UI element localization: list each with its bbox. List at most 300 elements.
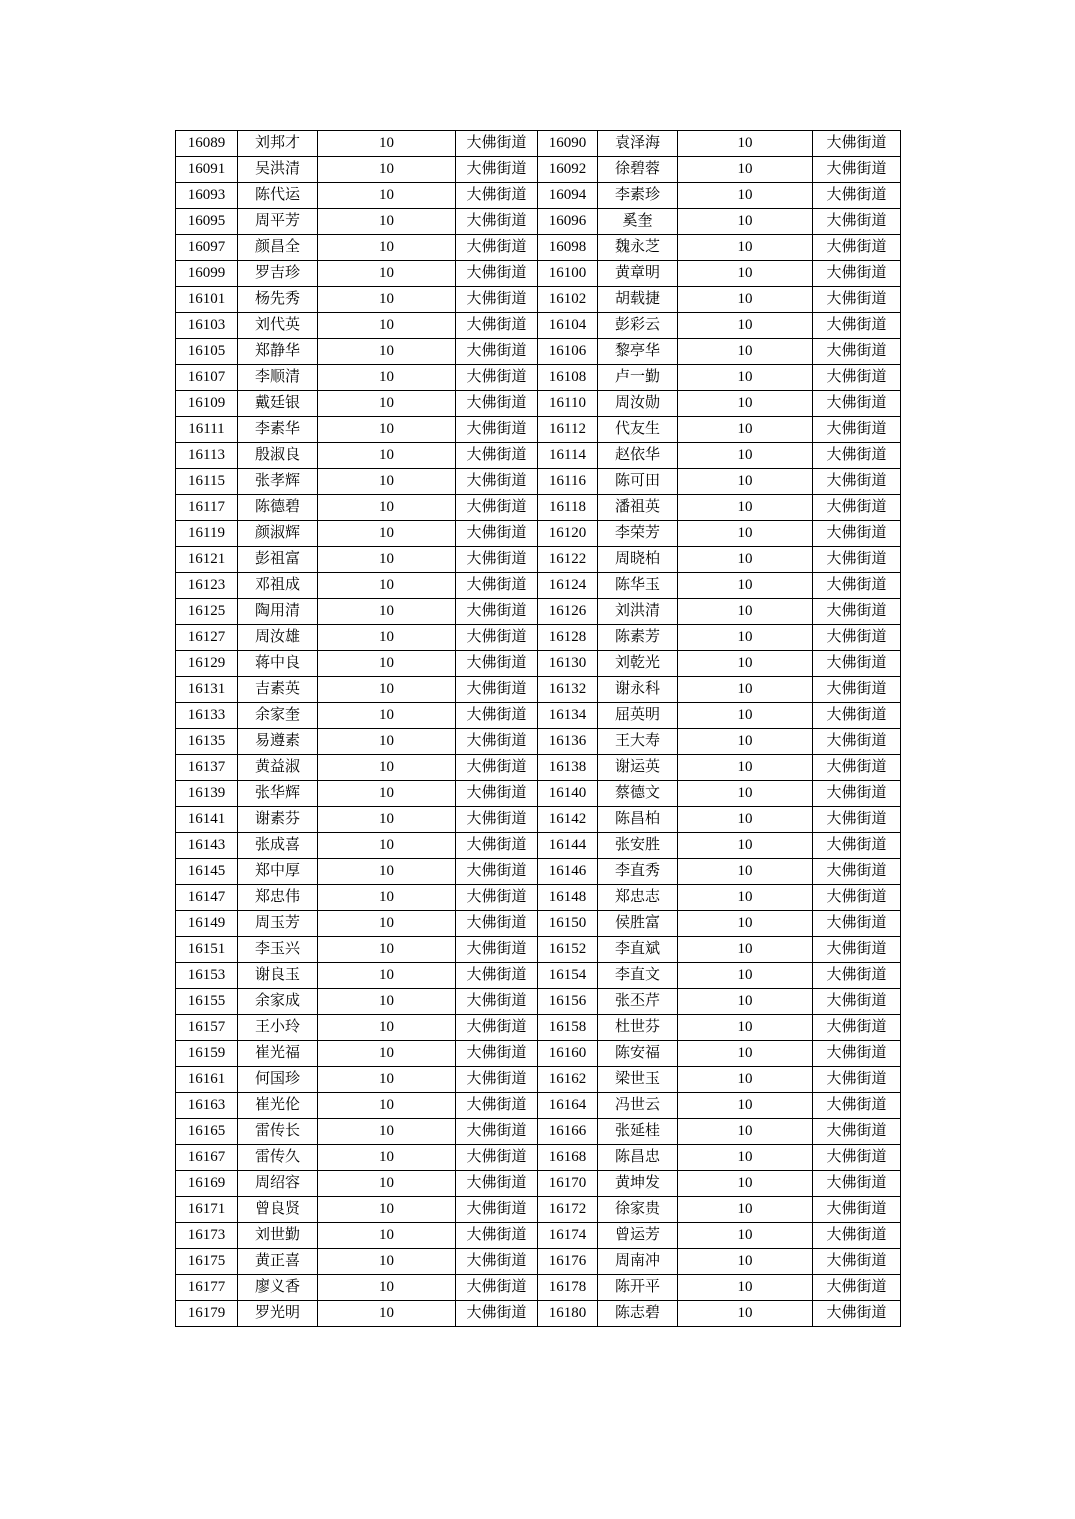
table-cell-street-left: 大佛街道 (456, 157, 538, 183)
table-cell-serial-right: 16128 (538, 625, 598, 651)
table-cell-street-right: 大佛街道 (813, 1015, 901, 1041)
table-cell-score-left: 10 (318, 339, 456, 365)
table-cell-name-right: 谢运英 (598, 755, 678, 781)
table-cell-name-left: 郑中厚 (238, 859, 318, 885)
table-cell-street-right: 大佛街道 (813, 1041, 901, 1067)
table-cell-serial-right: 16096 (538, 209, 598, 235)
table-cell-serial-right: 16158 (538, 1015, 598, 1041)
table-cell-serial-right: 16174 (538, 1223, 598, 1249)
table-cell-score-left: 10 (318, 1223, 456, 1249)
table-cell-serial-left: 16131 (176, 677, 238, 703)
table-cell-street-left: 大佛街道 (456, 1015, 538, 1041)
table-cell-serial-right: 16092 (538, 157, 598, 183)
table-cell-score-right: 10 (678, 729, 813, 755)
table-cell-name-left: 殷淑良 (238, 443, 318, 469)
table-cell-name-left: 雷传长 (238, 1119, 318, 1145)
table-cell-serial-left: 16147 (176, 885, 238, 911)
table-cell-name-right: 周汝勋 (598, 391, 678, 417)
table-cell-serial-right: 16114 (538, 443, 598, 469)
table-cell-street-right: 大佛街道 (813, 781, 901, 807)
table-cell-name-left: 邓祖成 (238, 573, 318, 599)
table-cell-name-right: 王大寿 (598, 729, 678, 755)
table-cell-score-right: 10 (678, 417, 813, 443)
table-cell-name-right: 李直文 (598, 963, 678, 989)
table-cell-serial-right: 16156 (538, 989, 598, 1015)
table-cell-name-right: 刘乾光 (598, 651, 678, 677)
table-cell-street-left: 大佛街道 (456, 963, 538, 989)
table-cell-street-left: 大佛街道 (456, 261, 538, 287)
table-row (176, 859, 901, 885)
table-cell-serial-left: 16117 (176, 495, 238, 521)
table-cell-score-right: 10 (678, 183, 813, 209)
table-cell-score-left: 10 (318, 677, 456, 703)
table-row (176, 391, 901, 417)
table-cell-score-left: 10 (318, 443, 456, 469)
table-row (176, 469, 901, 495)
table-row (176, 807, 901, 833)
table-cell-serial-right: 16134 (538, 703, 598, 729)
table-cell-street-left: 大佛街道 (456, 1093, 538, 1119)
table-cell-serial-left: 16127 (176, 625, 238, 651)
table-row (176, 261, 901, 287)
table-cell-name-left: 吉素英 (238, 677, 318, 703)
table-cell-name-right: 陈可田 (598, 469, 678, 495)
table-cell-score-right: 10 (678, 1041, 813, 1067)
table-cell-score-right: 10 (678, 1015, 813, 1041)
table-cell-street-right: 大佛街道 (813, 521, 901, 547)
table-cell-street-left: 大佛街道 (456, 1223, 538, 1249)
table-row (176, 781, 901, 807)
table-cell-street-left: 大佛街道 (456, 209, 538, 235)
table-cell-score-left: 10 (318, 729, 456, 755)
table-cell-name-left: 崔光伦 (238, 1093, 318, 1119)
table-cell-score-left: 10 (318, 469, 456, 495)
table-cell-name-left: 罗光明 (238, 1301, 318, 1327)
table-cell-score-right: 10 (678, 1249, 813, 1275)
table-row (176, 313, 901, 339)
table-cell-street-right: 大佛街道 (813, 755, 901, 781)
table-row (176, 963, 901, 989)
table-cell-street-left: 大佛街道 (456, 1197, 538, 1223)
table-cell-street-left: 大佛街道 (456, 495, 538, 521)
table-cell-street-left: 大佛街道 (456, 885, 538, 911)
table-cell-street-right: 大佛街道 (813, 1067, 901, 1093)
table-cell-name-right: 黄坤发 (598, 1171, 678, 1197)
table-cell-street-right: 大佛街道 (813, 131, 901, 157)
table-cell-score-right: 10 (678, 651, 813, 677)
table-row (176, 833, 901, 859)
table-cell-score-left: 10 (318, 703, 456, 729)
table-cell-street-right: 大佛街道 (813, 417, 901, 443)
table-cell-score-left: 10 (318, 157, 456, 183)
table-cell-street-right: 大佛街道 (813, 833, 901, 859)
table-cell-name-left: 罗吉珍 (238, 261, 318, 287)
table-cell-name-right: 魏永芝 (598, 235, 678, 261)
table-cell-score-right: 10 (678, 521, 813, 547)
table-cell-street-right: 大佛街道 (813, 573, 901, 599)
table-cell-name-right: 代友生 (598, 417, 678, 443)
table-row (176, 885, 901, 911)
table-cell-name-left: 曾良贤 (238, 1197, 318, 1223)
table-cell-street-left: 大佛街道 (456, 417, 538, 443)
table-cell-score-left: 10 (318, 573, 456, 599)
table-cell-street-right: 大佛街道 (813, 287, 901, 313)
table-cell-street-left: 大佛街道 (456, 1145, 538, 1171)
table-cell-name-right: 张延桂 (598, 1119, 678, 1145)
table-cell-score-left: 10 (318, 625, 456, 651)
table-cell-street-right: 大佛街道 (813, 651, 901, 677)
table-cell-score-right: 10 (678, 833, 813, 859)
table-cell-name-right: 李直斌 (598, 937, 678, 963)
table-cell-name-right: 周南冲 (598, 1249, 678, 1275)
table-cell-serial-left: 16141 (176, 807, 238, 833)
table-row (176, 1301, 901, 1327)
table-cell-score-right: 10 (678, 261, 813, 287)
table-cell-score-left: 10 (318, 1093, 456, 1119)
table-cell-name-right: 屈英明 (598, 703, 678, 729)
table-cell-serial-left: 16123 (176, 573, 238, 599)
table-cell-street-right: 大佛街道 (813, 183, 901, 209)
table-cell-serial-left: 16125 (176, 599, 238, 625)
table-cell-street-left: 大佛街道 (456, 1275, 538, 1301)
table-cell-score-left: 10 (318, 755, 456, 781)
table-cell-score-left: 10 (318, 183, 456, 209)
table-cell-street-right: 大佛街道 (813, 859, 901, 885)
table-cell-serial-left: 16167 (176, 1145, 238, 1171)
table-cell-name-left: 陶用清 (238, 599, 318, 625)
table-cell-name-right: 周晓柏 (598, 547, 678, 573)
table-row (176, 235, 901, 261)
table-cell-serial-left: 16179 (176, 1301, 238, 1327)
table-cell-street-right: 大佛街道 (813, 703, 901, 729)
table-cell-score-left: 10 (318, 1275, 456, 1301)
table-cell-score-right: 10 (678, 547, 813, 573)
table-cell-serial-left: 16107 (176, 365, 238, 391)
table-cell-serial-right: 16132 (538, 677, 598, 703)
table-cell-serial-right: 16154 (538, 963, 598, 989)
table-row (176, 729, 901, 755)
table-cell-score-left: 10 (318, 1301, 456, 1327)
table-cell-name-left: 黄益淑 (238, 755, 318, 781)
table-cell-serial-right: 16118 (538, 495, 598, 521)
table-cell-street-left: 大佛街道 (456, 365, 538, 391)
table-cell-score-right: 10 (678, 885, 813, 911)
table-cell-name-right: 陈开平 (598, 1275, 678, 1301)
table-cell-serial-right: 16116 (538, 469, 598, 495)
table-cell-score-right: 10 (678, 365, 813, 391)
table-row (176, 989, 901, 1015)
table-cell-name-left: 谢素芬 (238, 807, 318, 833)
table-row (176, 625, 901, 651)
table-cell-street-right: 大佛街道 (813, 911, 901, 937)
table-cell-score-right: 10 (678, 989, 813, 1015)
table-cell-name-left: 易遵素 (238, 729, 318, 755)
table-cell-street-right: 大佛街道 (813, 677, 901, 703)
table-row (176, 131, 901, 157)
table-cell-name-right: 梁世玉 (598, 1067, 678, 1093)
table-cell-score-right: 10 (678, 495, 813, 521)
table-cell-street-right: 大佛街道 (813, 391, 901, 417)
table-cell-serial-left: 16097 (176, 235, 238, 261)
table-cell-name-left: 戴廷银 (238, 391, 318, 417)
table-cell-name-right: 陈志碧 (598, 1301, 678, 1327)
table-cell-street-left: 大佛街道 (456, 443, 538, 469)
table-cell-serial-left: 16175 (176, 1249, 238, 1275)
table-cell-name-right: 奚奎 (598, 209, 678, 235)
table-cell-serial-left: 16133 (176, 703, 238, 729)
table-cell-street-left: 大佛街道 (456, 131, 538, 157)
table-cell-name-right: 张安胜 (598, 833, 678, 859)
table-cell-score-right: 10 (678, 1301, 813, 1327)
table-cell-street-right: 大佛街道 (813, 1119, 901, 1145)
table-cell-name-left: 余家成 (238, 989, 318, 1015)
table-cell-name-right: 谢永科 (598, 677, 678, 703)
table-cell-name-right: 赵依华 (598, 443, 678, 469)
table-cell-name-right: 李荣芳 (598, 521, 678, 547)
table-cell-name-right: 陈昌柏 (598, 807, 678, 833)
table-row (176, 1145, 901, 1171)
table-cell-name-left: 陈代运 (238, 183, 318, 209)
table-row (176, 521, 901, 547)
table-cell-score-left: 10 (318, 1249, 456, 1275)
table-cell-street-left: 大佛街道 (456, 521, 538, 547)
table-cell-serial-left: 16119 (176, 521, 238, 547)
table-cell-street-left: 大佛街道 (456, 469, 538, 495)
table-row (176, 1041, 901, 1067)
table-row (176, 703, 901, 729)
table-cell-street-left: 大佛街道 (456, 313, 538, 339)
table-cell-name-left: 黄正喜 (238, 1249, 318, 1275)
table-cell-street-left: 大佛街道 (456, 1067, 538, 1093)
table-cell-score-left: 10 (318, 937, 456, 963)
table-cell-street-left: 大佛街道 (456, 599, 538, 625)
table-cell-street-left: 大佛街道 (456, 989, 538, 1015)
table-cell-serial-left: 16099 (176, 261, 238, 287)
table-cell-street-left: 大佛街道 (456, 937, 538, 963)
table-cell-street-right: 大佛街道 (813, 1145, 901, 1171)
table-cell-street-left: 大佛街道 (456, 651, 538, 677)
table-cell-name-left: 何国珍 (238, 1067, 318, 1093)
table-cell-score-left: 10 (318, 651, 456, 677)
table-cell-street-right: 大佛街道 (813, 313, 901, 339)
table-cell-serial-right: 16124 (538, 573, 598, 599)
table-cell-street-right: 大佛街道 (813, 1275, 901, 1301)
table-cell-score-right: 10 (678, 1171, 813, 1197)
table-cell-name-right: 陈素芳 (598, 625, 678, 651)
table-cell-name-left: 崔光福 (238, 1041, 318, 1067)
table-cell-street-left: 大佛街道 (456, 859, 538, 885)
table-cell-name-left: 刘代英 (238, 313, 318, 339)
table-cell-score-left: 10 (318, 1119, 456, 1145)
table-cell-street-left: 大佛街道 (456, 287, 538, 313)
table-cell-score-right: 10 (678, 157, 813, 183)
table-row (176, 339, 901, 365)
table-cell-score-left: 10 (318, 209, 456, 235)
table-cell-score-right: 10 (678, 1197, 813, 1223)
table-cell-score-right: 10 (678, 677, 813, 703)
table-cell-serial-right: 16150 (538, 911, 598, 937)
table-row (176, 1223, 901, 1249)
table-row (176, 755, 901, 781)
table-cell-name-right: 徐碧蓉 (598, 157, 678, 183)
table-cell-street-left: 大佛街道 (456, 1119, 538, 1145)
table-cell-street-left: 大佛街道 (456, 781, 538, 807)
table-cell-name-left: 谢良玉 (238, 963, 318, 989)
table-cell-serial-right: 16110 (538, 391, 598, 417)
table-cell-name-right: 陈昌忠 (598, 1145, 678, 1171)
table-cell-score-right: 10 (678, 443, 813, 469)
table-cell-serial-left: 16095 (176, 209, 238, 235)
table-cell-street-right: 大佛街道 (813, 469, 901, 495)
table-cell-score-left: 10 (318, 1041, 456, 1067)
table-cell-serial-right: 16180 (538, 1301, 598, 1327)
table-cell-name-left: 雷传久 (238, 1145, 318, 1171)
table-cell-street-right: 大佛街道 (813, 885, 901, 911)
table-cell-name-right: 陈华玉 (598, 573, 678, 599)
table-row (176, 209, 901, 235)
table-cell-score-left: 10 (318, 807, 456, 833)
table-row (176, 1249, 901, 1275)
table-cell-serial-left: 16177 (176, 1275, 238, 1301)
table-cell-street-left: 大佛街道 (456, 677, 538, 703)
table-cell-serial-right: 16152 (538, 937, 598, 963)
table-row (176, 365, 901, 391)
table-row (176, 1015, 901, 1041)
table-cell-street-left: 大佛街道 (456, 573, 538, 599)
table-cell-serial-left: 16169 (176, 1171, 238, 1197)
table-cell-name-right: 侯胜富 (598, 911, 678, 937)
table-cell-name-left: 李素华 (238, 417, 318, 443)
table-cell-name-left: 周绍容 (238, 1171, 318, 1197)
table-cell-name-left: 吴洪清 (238, 157, 318, 183)
table-cell-serial-left: 16093 (176, 183, 238, 209)
table-row (176, 547, 901, 573)
table-cell-score-right: 10 (678, 1275, 813, 1301)
table-row (176, 937, 901, 963)
table-cell-score-left: 10 (318, 833, 456, 859)
table-cell-name-left: 郑静华 (238, 339, 318, 365)
table-cell-score-right: 10 (678, 781, 813, 807)
table-cell-score-left: 10 (318, 781, 456, 807)
table-cell-serial-left: 16137 (176, 755, 238, 781)
table-cell-serial-left: 16105 (176, 339, 238, 365)
table-cell-score-right: 10 (678, 963, 813, 989)
table-cell-street-right: 大佛街道 (813, 1249, 901, 1275)
table-cell-score-left: 10 (318, 313, 456, 339)
table-cell-serial-right: 16122 (538, 547, 598, 573)
table-cell-serial-right: 16140 (538, 781, 598, 807)
table-cell-street-right: 大佛街道 (813, 547, 901, 573)
table-cell-score-left: 10 (318, 521, 456, 547)
table-cell-serial-right: 16136 (538, 729, 598, 755)
table-cell-street-right: 大佛街道 (813, 1093, 901, 1119)
table-cell-score-right: 10 (678, 1067, 813, 1093)
table-cell-score-right: 10 (678, 1093, 813, 1119)
table-cell-street-left: 大佛街道 (456, 547, 538, 573)
table-cell-score-left: 10 (318, 547, 456, 573)
table-row (176, 1171, 901, 1197)
table-cell-serial-right: 16170 (538, 1171, 598, 1197)
table-row (176, 1119, 901, 1145)
table-cell-serial-left: 16101 (176, 287, 238, 313)
table-cell-name-right: 潘祖英 (598, 495, 678, 521)
table-row (176, 443, 901, 469)
table-cell-serial-right: 16100 (538, 261, 598, 287)
table-cell-name-right: 李素珍 (598, 183, 678, 209)
table-cell-serial-right: 16130 (538, 651, 598, 677)
table-cell-score-left: 10 (318, 1171, 456, 1197)
table-cell-street-left: 大佛街道 (456, 729, 538, 755)
table-cell-name-left: 周玉芳 (238, 911, 318, 937)
table-cell-street-left: 大佛街道 (456, 1041, 538, 1067)
table-cell-name-right: 彭彩云 (598, 313, 678, 339)
table-cell-serial-right: 16148 (538, 885, 598, 911)
table-cell-score-right: 10 (678, 703, 813, 729)
table-row (176, 599, 901, 625)
table-cell-score-left: 10 (318, 235, 456, 261)
table-cell-name-left: 余家奎 (238, 703, 318, 729)
table-cell-street-right: 大佛街道 (813, 937, 901, 963)
table-cell-name-left: 张成喜 (238, 833, 318, 859)
table-cell-score-right: 10 (678, 131, 813, 157)
table-cell-street-left: 大佛街道 (456, 183, 538, 209)
table-cell-serial-right: 16142 (538, 807, 598, 833)
table-cell-score-right: 10 (678, 911, 813, 937)
table-cell-serial-right: 16166 (538, 1119, 598, 1145)
table-cell-serial-left: 16111 (176, 417, 238, 443)
table-cell-serial-right: 16094 (538, 183, 598, 209)
table-cell-street-right: 大佛街道 (813, 157, 901, 183)
table-cell-serial-left: 16109 (176, 391, 238, 417)
table-cell-street-right: 大佛街道 (813, 365, 901, 391)
table-row (176, 287, 901, 313)
table-cell-name-left: 蒋中良 (238, 651, 318, 677)
table-cell-street-left: 大佛街道 (456, 625, 538, 651)
table-cell-street-right: 大佛街道 (813, 989, 901, 1015)
table-cell-score-left: 10 (318, 1015, 456, 1041)
table-cell-name-left: 张孝辉 (238, 469, 318, 495)
table-cell-name-right: 冯世云 (598, 1093, 678, 1119)
table-cell-name-right: 胡载捷 (598, 287, 678, 313)
table-cell-serial-left: 16103 (176, 313, 238, 339)
table-cell-serial-left: 16155 (176, 989, 238, 1015)
table-cell-name-right: 黎亭华 (598, 339, 678, 365)
table-cell-street-left: 大佛街道 (456, 339, 538, 365)
table-cell-street-right: 大佛街道 (813, 1223, 901, 1249)
table-cell-name-right: 黄章明 (598, 261, 678, 287)
table-cell-street-right: 大佛街道 (813, 599, 901, 625)
table-cell-name-left: 郑忠伟 (238, 885, 318, 911)
table-cell-name-right: 蔡德文 (598, 781, 678, 807)
table-cell-serial-left: 16121 (176, 547, 238, 573)
table-cell-serial-left: 16145 (176, 859, 238, 885)
table-row (176, 157, 901, 183)
table-cell-score-left: 10 (318, 287, 456, 313)
table-cell-street-right: 大佛街道 (813, 209, 901, 235)
table-cell-serial-left: 16091 (176, 157, 238, 183)
table-cell-score-right: 10 (678, 313, 813, 339)
table-cell-name-right: 李直秀 (598, 859, 678, 885)
table-cell-serial-right: 16162 (538, 1067, 598, 1093)
table-cell-serial-right: 16144 (538, 833, 598, 859)
table-cell-name-left: 陈德碧 (238, 495, 318, 521)
table-row (176, 1093, 901, 1119)
table-cell-street-left: 大佛街道 (456, 1171, 538, 1197)
table-row (176, 651, 901, 677)
table-cell-serial-right: 16126 (538, 599, 598, 625)
table-cell-score-right: 10 (678, 469, 813, 495)
table-cell-score-left: 10 (318, 963, 456, 989)
